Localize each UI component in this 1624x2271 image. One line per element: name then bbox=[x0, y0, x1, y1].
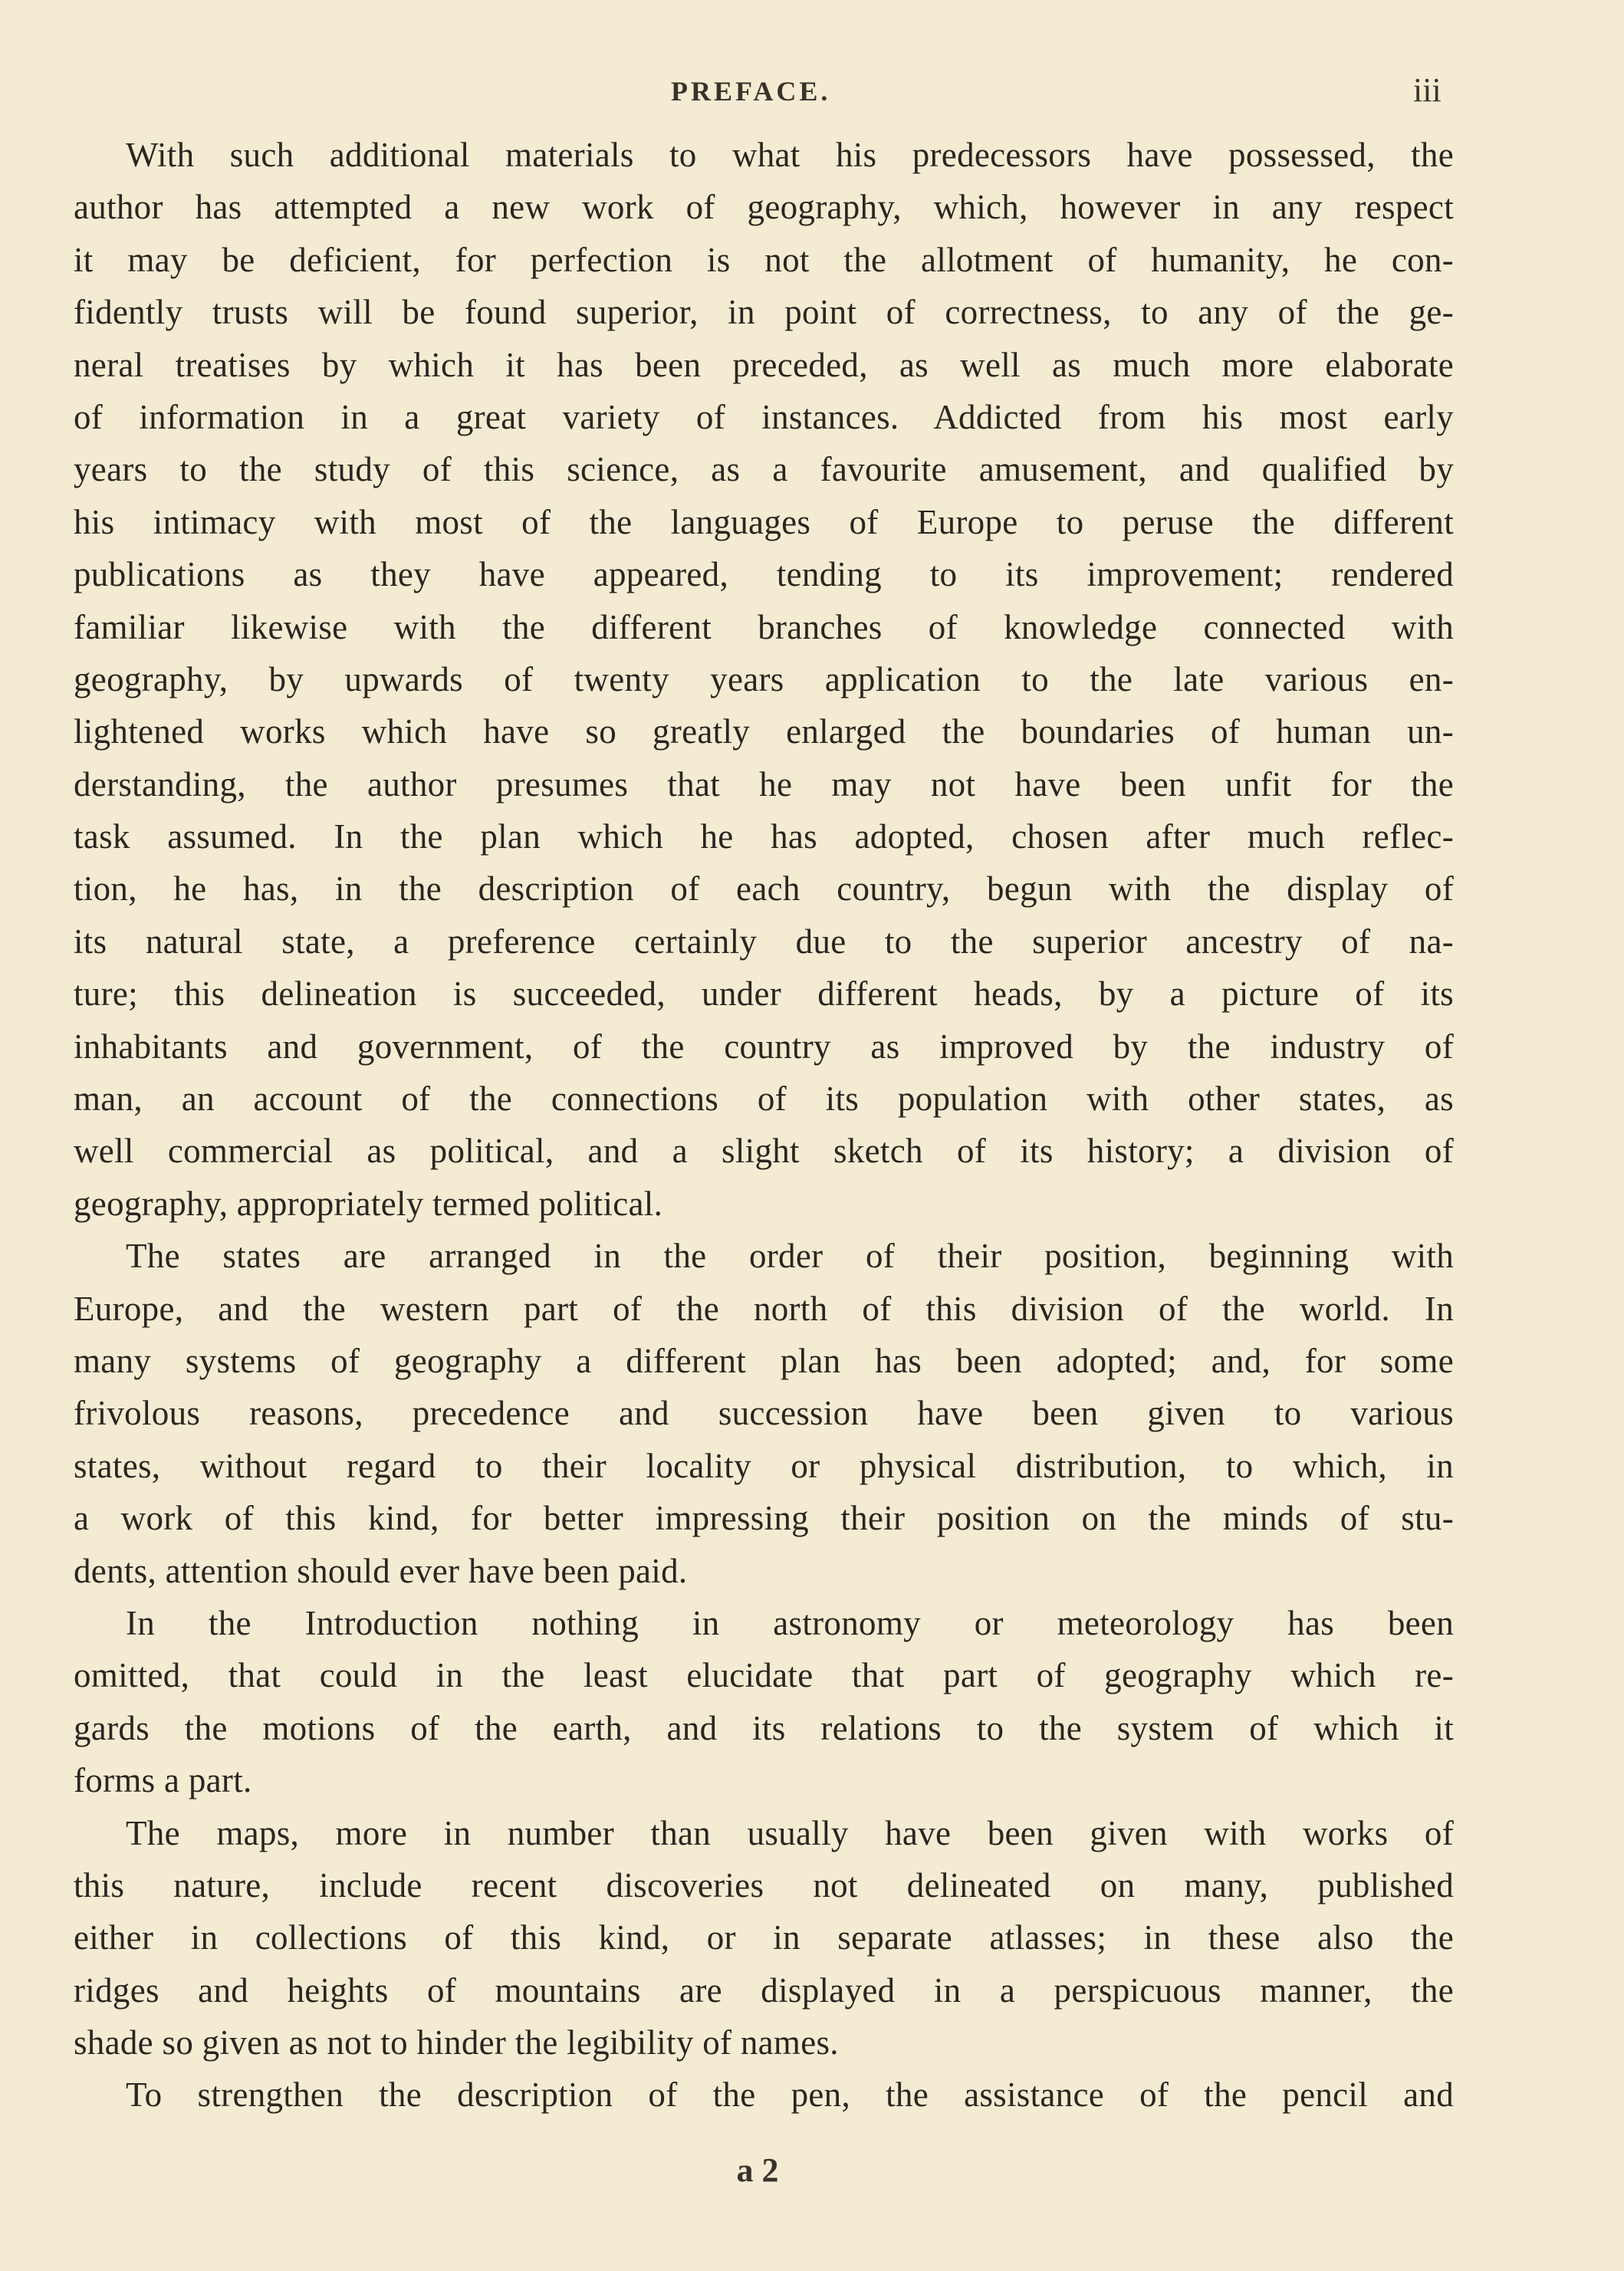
text-line: states, without regard to their locality or physical distribution, to which, in bbox=[74, 1446, 1454, 1485]
text-line: ture; this delineation is succeeded, under different heads, by a picture of its bbox=[74, 974, 1454, 1014]
running-head bbox=[0, 71, 1624, 121]
text-line: dents, attention should ever have been paid. bbox=[74, 1551, 688, 1590]
text-line: a work of this kind, for better impressing their position on the minds of stu- bbox=[74, 1499, 1454, 1538]
signature-mark: a 2 bbox=[736, 2151, 779, 2189]
text-line: of information in a great variety of instances. Addicted from his most early bbox=[74, 397, 1454, 436]
text-line: fidently trusts will be found superior, in point of correctness, to any of the ge- bbox=[74, 293, 1454, 332]
text-line: With such additional materials to what his predecessors have possessed, the bbox=[126, 136, 1454, 174]
text-line: this nature, include recent discoveries not delineated on many, published bbox=[74, 1865, 1454, 1905]
text-line: inhabitants and government, of the country as improved by the industry of bbox=[74, 1027, 1454, 1066]
text-line: shade so given as not to hinder the legibility of names. bbox=[74, 2023, 839, 2062]
text-line: neral treatises by which it has been preceded, as well as much more elaborate bbox=[74, 345, 1454, 384]
text-line: omitted, that could in the least elucidate that part of geography which re- bbox=[74, 1656, 1454, 1695]
text-line: tion, he has, in the description of each country, begun with the display of bbox=[74, 869, 1454, 909]
text-line: Europe, and the western part of the north of this division of the world. In bbox=[74, 1289, 1454, 1328]
preface-body bbox=[74, 129, 1454, 2115]
text-line: geography, appropriately termed political. bbox=[74, 1184, 663, 1223]
text-line: author has attempted a new work of geography, which, however in any respect bbox=[74, 188, 1454, 227]
text-line: lightened works which have so greatly enlarged the boundaries of human un- bbox=[74, 712, 1454, 751]
text-line: his intimacy with most of the languages of Europe to peruse the different bbox=[74, 502, 1454, 541]
text-line: To strengthen the description of the pen, the assistance of the pencil and bbox=[126, 2075, 1454, 2115]
text-line: many systems of geography a different plan has been adopted; and, for some bbox=[74, 1341, 1454, 1380]
text-line: forms a part. bbox=[74, 1761, 252, 1800]
page-number: iii bbox=[1413, 71, 1442, 109]
text-line: well commercial as political, and a slight sketch of its history; a division of bbox=[74, 1132, 1454, 1171]
text-line: The states are arranged in the order of their position, beginning with bbox=[126, 1237, 1454, 1276]
text-line: The maps, more in number than usually have been given with works of bbox=[126, 1813, 1454, 1852]
text-line: derstanding, the author presumes that he may not have been unfit for the bbox=[74, 764, 1454, 804]
text-line: In the Introduction nothing in astronomy or meteorology has been bbox=[126, 1603, 1454, 1642]
text-line: man, an account of the connections of its population with other states, as bbox=[74, 1080, 1454, 1119]
text-line: publications as they have appeared, tending to its improvement; rendered bbox=[74, 555, 1454, 594]
text-line: ridges and heights of mountains are displayed in a perspicuous manner, the bbox=[74, 1970, 1454, 2010]
text-line: either in collections of this kind, or in separate atlasses; in these also the bbox=[74, 1918, 1454, 1957]
text-line: geography, by upwards of twenty years application to the late various en- bbox=[74, 659, 1454, 698]
text-line: task assumed. In the plan which he has adopted, chosen after much reflec- bbox=[74, 817, 1454, 856]
text-line: gards the motions of the earth, and its relations to the system of which it bbox=[74, 1708, 1454, 1747]
text-line: frivolous reasons, precedence and succession have been given to various bbox=[74, 1394, 1454, 1433]
text-line: its natural state, a preference certainly due to the superior ancestry of na- bbox=[74, 922, 1454, 961]
text-line: years to the study of this science, as a favourite amusement, and qualified by bbox=[74, 450, 1454, 489]
text-line: familiar likewise with the different branches of knowledge connected with bbox=[74, 607, 1454, 646]
text-line: it may be deficient, for perfection is not the allotment of humanity, he con- bbox=[74, 240, 1454, 279]
page-title: PREFACE. bbox=[671, 76, 831, 107]
